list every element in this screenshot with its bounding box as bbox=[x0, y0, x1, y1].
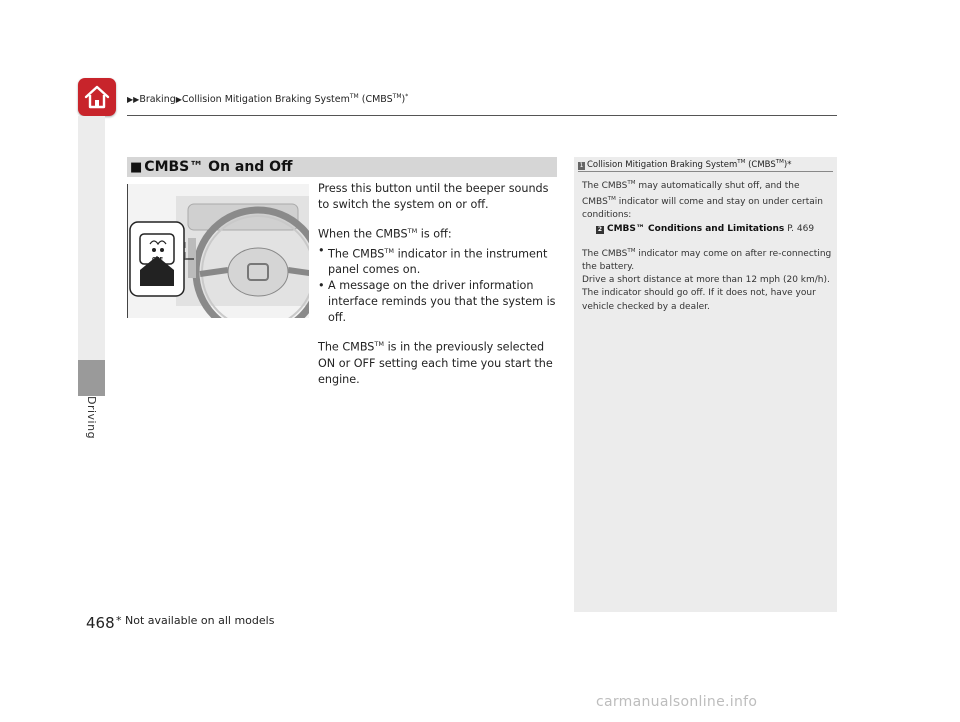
note-marker-icon: 1 bbox=[579, 161, 584, 169]
section-title: ■ CMBS™ On and Off bbox=[130, 159, 293, 175]
home-button[interactable] bbox=[78, 78, 116, 116]
paragraph: Press this button until the beeper sounds to switch the system on or off. bbox=[318, 182, 549, 211]
paragraph: The CMBS™ is in the previously selected ON or OFF setting each time you start the engine. bbox=[318, 340, 553, 387]
footnote: * Not available on all models bbox=[116, 614, 275, 627]
sidebar-body bbox=[582, 177, 832, 314]
bullet-icon: • bbox=[318, 279, 325, 293]
sidebar-paragraph: The CMBS™ indicator may come on after re-connecting the battery. bbox=[582, 247, 832, 273]
breadcrumb-item-cmbs[interactable]: Collision Mitigation Braking System™ (CMBS™)* bbox=[181, 93, 409, 106]
sidebar-paragraph: The CMBS™ may automatically shut off, and the CMBS™ indicator will come and stay on under certain conditions: bbox=[582, 180, 824, 221]
side-tab-marker bbox=[78, 360, 105, 396]
chevron-right-icon: ▶ bbox=[175, 95, 182, 105]
list-item: • A message on the driver information interface reminds you that the system is off. bbox=[318, 279, 556, 325]
page-number: 468 bbox=[86, 614, 115, 632]
reference-arrow-icon: 2 bbox=[597, 225, 603, 233]
when-off-heading: When the CMBS™ is off: bbox=[318, 227, 452, 241]
notes-sidebar bbox=[574, 157, 837, 612]
section-heading-bar bbox=[127, 157, 557, 177]
home-icon bbox=[83, 83, 111, 111]
list-item: • The CMBS™ indicator in the instrument panel comes on. bbox=[318, 243, 548, 277]
dashboard-illustration bbox=[127, 184, 309, 318]
chevron-right-icon: ▶▶ bbox=[127, 95, 140, 105]
off-button-label: OFF bbox=[152, 257, 164, 263]
sidebar-divider bbox=[578, 171, 833, 172]
watermark: carmanualsonline.info bbox=[596, 694, 758, 710]
breadcrumb bbox=[127, 93, 408, 105]
sidebar-title: 1 Collision Mitigation Braking System™ (CMBS™)* bbox=[579, 159, 792, 170]
cross-reference-link[interactable]: 2 CMBS™ Conditions and Limitations P. 469 bbox=[597, 223, 815, 234]
breadcrumb-item-braking[interactable]: Braking bbox=[139, 94, 176, 106]
sidebar-paragraph: Drive a short distance at more than 12 mph (20 km/h). The indicator should go off. If it does not, have your vehicle checked by a dealer. bbox=[582, 275, 830, 312]
side-tab-background bbox=[78, 116, 105, 360]
steering-wheel-illustration bbox=[128, 184, 309, 318]
bullet-icon: • bbox=[318, 243, 325, 257]
section-body bbox=[318, 181, 563, 388]
chapter-tab-label[interactable]: Driving bbox=[85, 396, 98, 440]
square-bullet-icon: ■ bbox=[130, 160, 143, 175]
header-divider bbox=[127, 115, 837, 116]
